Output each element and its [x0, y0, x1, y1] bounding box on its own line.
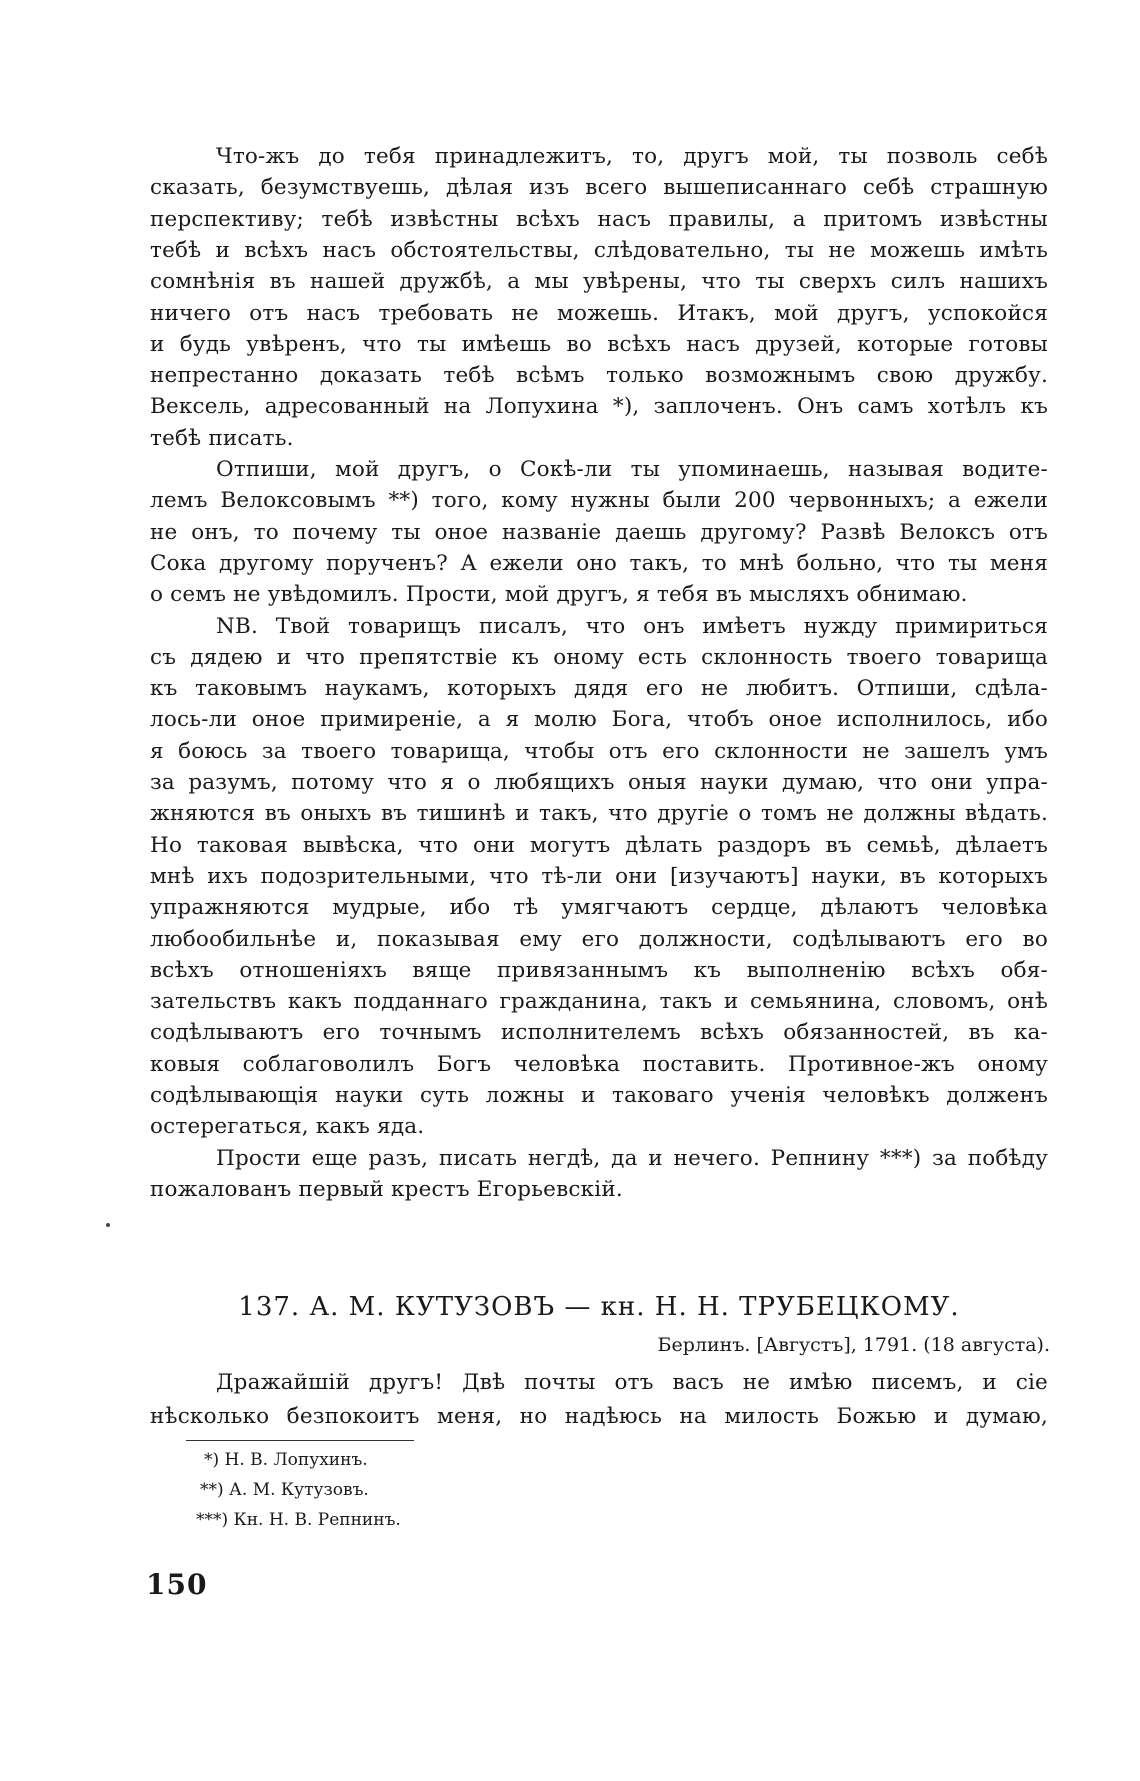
text-line: жняются въ оныхъ въ тишинѣ и такъ, что другіе о томъ не должны вѣдать.: [150, 801, 1048, 827]
letter-line: Дражайшій другъ! Двѣ почты отъ васъ не имѣю писемъ, и сіе: [216, 1370, 1048, 1395]
text-line: сомнѣнія въ нашей дружбѣ, а мы увѣрены, что ты сверхъ силъ нашихъ: [150, 269, 1048, 295]
text-line: за разумъ, потому что я о любящихъ оныя науки думаю, что они упра-: [150, 770, 1048, 795]
margin-mark: [106, 1223, 110, 1227]
text-line: Прости еще разъ, писать негдѣ, да и нечего. Репнину ***) за побѣду: [216, 1145, 1048, 1171]
text-line: тебѣ и всѣхъ насъ обстоятельствы, слѣдовательно, ты не можешь имѣть: [150, 237, 1048, 263]
letter-heading: 137. А. М. КУТУЗОВЪ — кн. Н. Н. ТРУБЕЦКОМУ.: [238, 1292, 960, 1322]
page-number: 150: [146, 1568, 208, 1601]
text-line: содѣлываютъ его точнымъ исполнителемъ всѣхъ обязанностей, въ ка-: [150, 1020, 1048, 1046]
text-line: Что-жъ до тебя принадлежитъ, то, другъ мой, ты позволь себѣ: [216, 144, 1048, 169]
text-line: о семъ не увѣдомилъ. Прости, мой другъ, я тебя въ мысляхъ обнимаю.: [150, 582, 968, 608]
text-line: упражняются мудрые, ибо тѣ умягчаютъ сердце, дѣлаютъ человѣка: [150, 895, 1048, 921]
text-line: NB. Твой товарищъ писалъ, что онъ имѣетъ нужду примириться: [216, 613, 1048, 639]
letter-dateline: Берлинъ. [Августъ], 1791. (18 августа).: [657, 1334, 1050, 1356]
text-line: перспективу; тебѣ извѣстны всѣхъ насъ правилы, а притомъ извѣстны: [150, 206, 1048, 232]
text-line: Вексель, адресованный на Лопухина *), заплоченъ. Онъ самъ хотѣлъ къ: [150, 394, 1048, 420]
text-line: съ дядею и что препятствіе къ оному есть склонность твоего товарища: [150, 644, 1048, 670]
text-line: Но таковая вывѣска, что они могутъ дѣлать раздоръ въ семьѣ, дѣлаетъ: [150, 832, 1048, 858]
text-line: и будь увѣренъ, что ты имѣешь во всѣхъ насъ друзей, которые готовы: [150, 331, 1048, 357]
letter-line: нѣсколько безпокоитъ меня, но надѣюсь на милость Божью и думаю,: [150, 1404, 1048, 1429]
text-line: мнѣ ихъ подозрительными, что тѣ-ли они [изучаютъ] науки, въ которыхъ: [150, 863, 1048, 889]
text-line: я боюсь за твоего товарища, чтобы отъ его склонности не зашелъ умъ: [150, 738, 1048, 764]
footnote-3: ***) Кн. Н. В. Репнинъ.: [196, 1510, 401, 1530]
text-line: Отпиши, мой другъ, о Сокѣ-ли ты упоминаешь, называя водите-: [216, 457, 1048, 482]
text-line: пожалованъ первый крестъ Егорьевскій.: [150, 1176, 623, 1202]
text-line: сказать, безумствуешь, дѣлая изъ всего вышеписаннаго себѣ страшную: [150, 175, 1048, 201]
text-line: тебѣ писать.: [150, 425, 294, 451]
footnote-1: *) Н. В. Лопухинъ.: [204, 1450, 368, 1470]
text-line: лось-ли оное примиреніе, а я молю Бога, чтобъ оное исполнилось, ибо: [150, 707, 1048, 733]
text-line: Сока другому порученъ? А ежели оно такъ, то мнѣ больно, что ты меня: [150, 550, 1048, 576]
text-line: непрестанно доказать тебѣ всѣмъ только возможнымъ свою дружбу.: [150, 363, 1048, 389]
text-line: любообильнѣе и, показывая ему его должности, содѣлываютъ его во: [150, 926, 1048, 952]
text-line: содѣлывающія науки суть ложны и таковаго ученія человѣкъ долженъ: [150, 1083, 1048, 1108]
footnote-2: **) А. М. Кутузовъ.: [200, 1480, 369, 1500]
text-line: къ таковымъ наукамъ, которыхъ дядя его не любитъ. Отпиши, сдѣла-: [150, 676, 1048, 702]
text-line: лемъ Велоксовымъ **) того, кому нужны были 200 червонныхъ; а ежели: [150, 488, 1048, 514]
footnote-rule: [186, 1440, 414, 1441]
text-line: зательствъ какъ подданнаго гражданина, такъ и семьянина, словомъ, онѣ: [150, 989, 1048, 1015]
text-line: ничего отъ насъ требовать не можешь. Итакъ, мой другъ, успокойся: [150, 300, 1048, 326]
text-line: ковыя соблаговолилъ Богъ человѣка поставить. Противное-жъ оному: [150, 1051, 1048, 1077]
text-line: всѣхъ отношеніяхъ вяще привязаннымъ къ выполненію всѣхъ обя-: [150, 957, 1048, 983]
text-line: не онъ, то почему ты оное названіе даешь другому? Развѣ Велоксъ отъ: [150, 519, 1048, 545]
text-line: остерегаться, какъ яда.: [150, 1114, 425, 1140]
